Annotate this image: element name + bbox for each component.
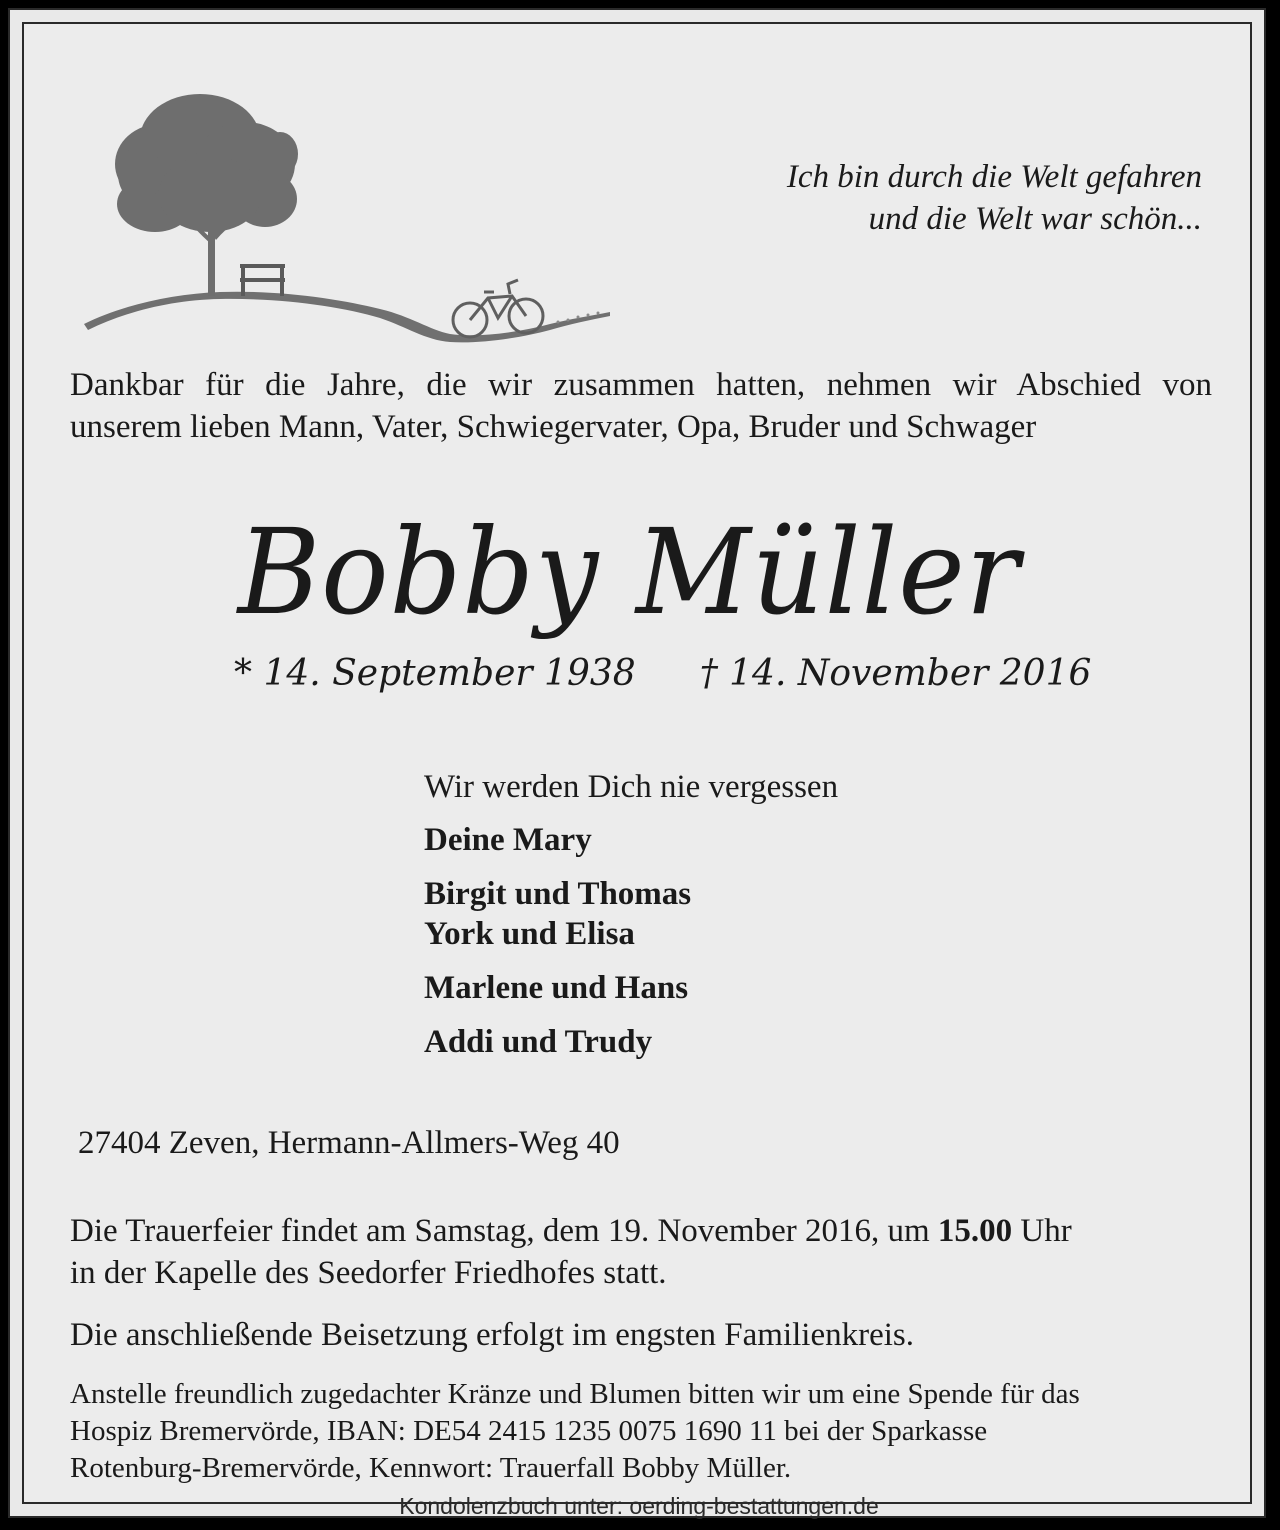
service-text: Uhr (1012, 1213, 1072, 1249)
birth-date: * 14. September 1938 (234, 653, 636, 694)
service-text: Die Trauerfeier findet am Samstag, dem 19. November 2016, um (70, 1213, 938, 1249)
service-time: 15.00 (937, 1213, 1013, 1249)
life-dates (234, 652, 1091, 696)
donation-line: Hospiz Bremervörde, IBAN: DE54 2415 1235 0075 1690 11 bei der Sparkasse (70, 1415, 988, 1447)
donation-request (70, 1376, 1230, 1487)
family-member: Marlene und Hans (424, 970, 689, 1006)
intro-text (70, 364, 1212, 448)
tree-bench-bicycle-illustration (80, 94, 620, 354)
motto-quote (787, 156, 1202, 240)
obituary-notice (22, 22, 1252, 1519)
bench (240, 264, 285, 296)
obituary-frame (8, 8, 1266, 1518)
deceased-name: Bobby Müller (237, 503, 1021, 641)
death-date: † 14. November 2016 (699, 653, 1092, 694)
service-line (70, 1210, 1230, 1252)
family-member: York und Elisa (424, 916, 635, 952)
donation-line: Anstelle freundlich zugedachter Kränze und Blumen bitten wir um eine Spende für das (70, 1378, 1080, 1410)
motto-line: Ich bin durch die Welt gefahren (786, 159, 1202, 195)
family-member: Addi und Trudy (424, 1024, 653, 1060)
funeral-service-info (70, 1210, 1230, 1294)
motto-line: und die Welt war schön... (868, 201, 1202, 237)
burial-info: Die anschließende Beisetzung erfolgt im engsten Familienkreis. (70, 1317, 915, 1353)
intro-line: unserem lieben Mann, Vater, Schwiegervater, Opa, Bruder und Schwager (70, 409, 1037, 445)
service-line: in der Kapelle des Seedorfer Friedhofes statt. (70, 1255, 667, 1291)
family-member: Deine Mary (424, 822, 592, 858)
intro-line: Dankbar für die Jahre, die wir zusammen hatten, nehmen wir Abschied von (70, 367, 1212, 403)
bicycle (453, 280, 543, 337)
family-member: Birgit und Thomas (424, 876, 692, 912)
family-signatures (424, 766, 838, 1062)
family-lead: Wir werden Dich nie vergessen (424, 769, 839, 805)
address: 27404 Zeven, Hermann-Allmers-Weg 40 (78, 1125, 620, 1161)
donation-line: Rotenburg-Bremervörde, Kennwort: Trauerfall Bobby Müller. (70, 1452, 792, 1484)
condolence-book-link[interactable]: Kondolenzbuch unter: oerding-bestattungen.de (399, 1493, 879, 1519)
